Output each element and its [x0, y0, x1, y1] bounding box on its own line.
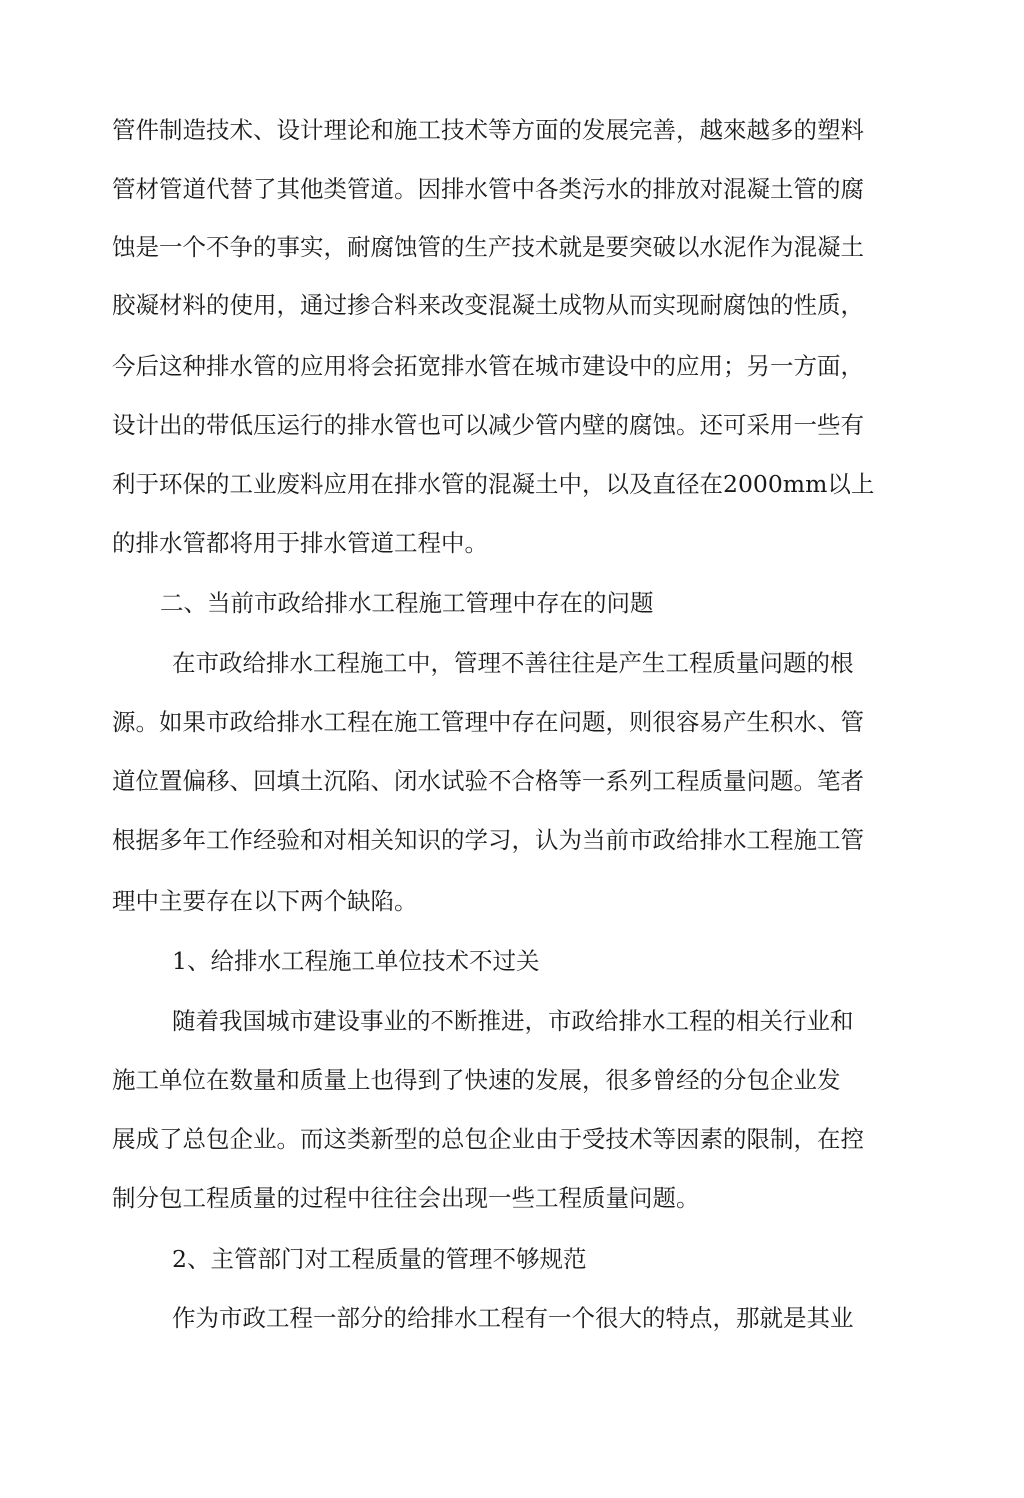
body-text-line: 胶凝材料的使用，通过掺合料来改变混凝土成物从而实现耐腐蚀的性质， [112, 291, 864, 319]
body-text-line: 施工单位在数量和质量上也得到了快速的发展，很多曾经的分包企业发 [112, 1066, 841, 1094]
body-text-line: 展成了总包企业。而这类新型的总包企业由于受技术等因素的限制，在控 [112, 1125, 864, 1153]
subsection-heading: 1、给排水工程施工单位技术不过关 [172, 947, 540, 975]
body-text-line: 管件制造技术、设计理论和施工技术等方面的发展完善，越來越多的塑料 [112, 116, 864, 144]
body-text-line: 根据多年工作经验和对相关知识的学习，认为当前市政给排水工程施工管 [112, 826, 864, 854]
body-text-line: 作为市政工程一部分的给排水工程有一个很大的特点，那就是其业 [172, 1304, 854, 1332]
body-text-line: 今后这种排水管的应用将会拓宽排水管在城市建设中的应用；另一方面， [112, 352, 864, 380]
subsection-heading: 2、主管部门对工程质量的管理不够规范 [172, 1245, 587, 1273]
section-heading: 二、当前市政给排水工程施工管理中存在的问题 [160, 589, 654, 617]
body-text-line: 管材管道代替了其他类管道。因排水管中各类污水的排放对混凝土管的腐 [112, 175, 864, 203]
body-text-line: 制分包工程质量的过程中往往会出现一些工程质量问题。 [112, 1184, 700, 1212]
body-text-line: 设计出的带低压运行的排水管也可以减少管内壁的腐蚀。还可采用一些有 [112, 411, 864, 439]
body-text-line: 蚀是一个不争的事实，耐腐蚀管的生产技术就是要突破以水泥作为混凝土 [112, 233, 864, 261]
body-text-line: 随着我国城市建设事业的不断推进，市政给排水工程的相关行业和 [172, 1007, 854, 1035]
body-text-line: 在市政给排水工程施工中，管理不善往往是产生工程质量问题的根 [172, 649, 854, 677]
body-text-line: 利于环保的工业废料应用在排水管的混凝土中，以及直径在2000mm以上 [112, 470, 875, 498]
body-text-line: 的排水管都将用于排水管道工程中。 [112, 529, 488, 557]
body-text-line: 道位置偏移、回填土沉陷、闭水试验不合格等一系列工程质量问题。笔者 [112, 767, 864, 795]
body-text-line: 理中主要存在以下两个缺陷。 [112, 887, 418, 915]
body-text-line: 源。如果市政给排水工程在施工管理中存在问题，则很容易产生积水、管 [112, 708, 864, 736]
